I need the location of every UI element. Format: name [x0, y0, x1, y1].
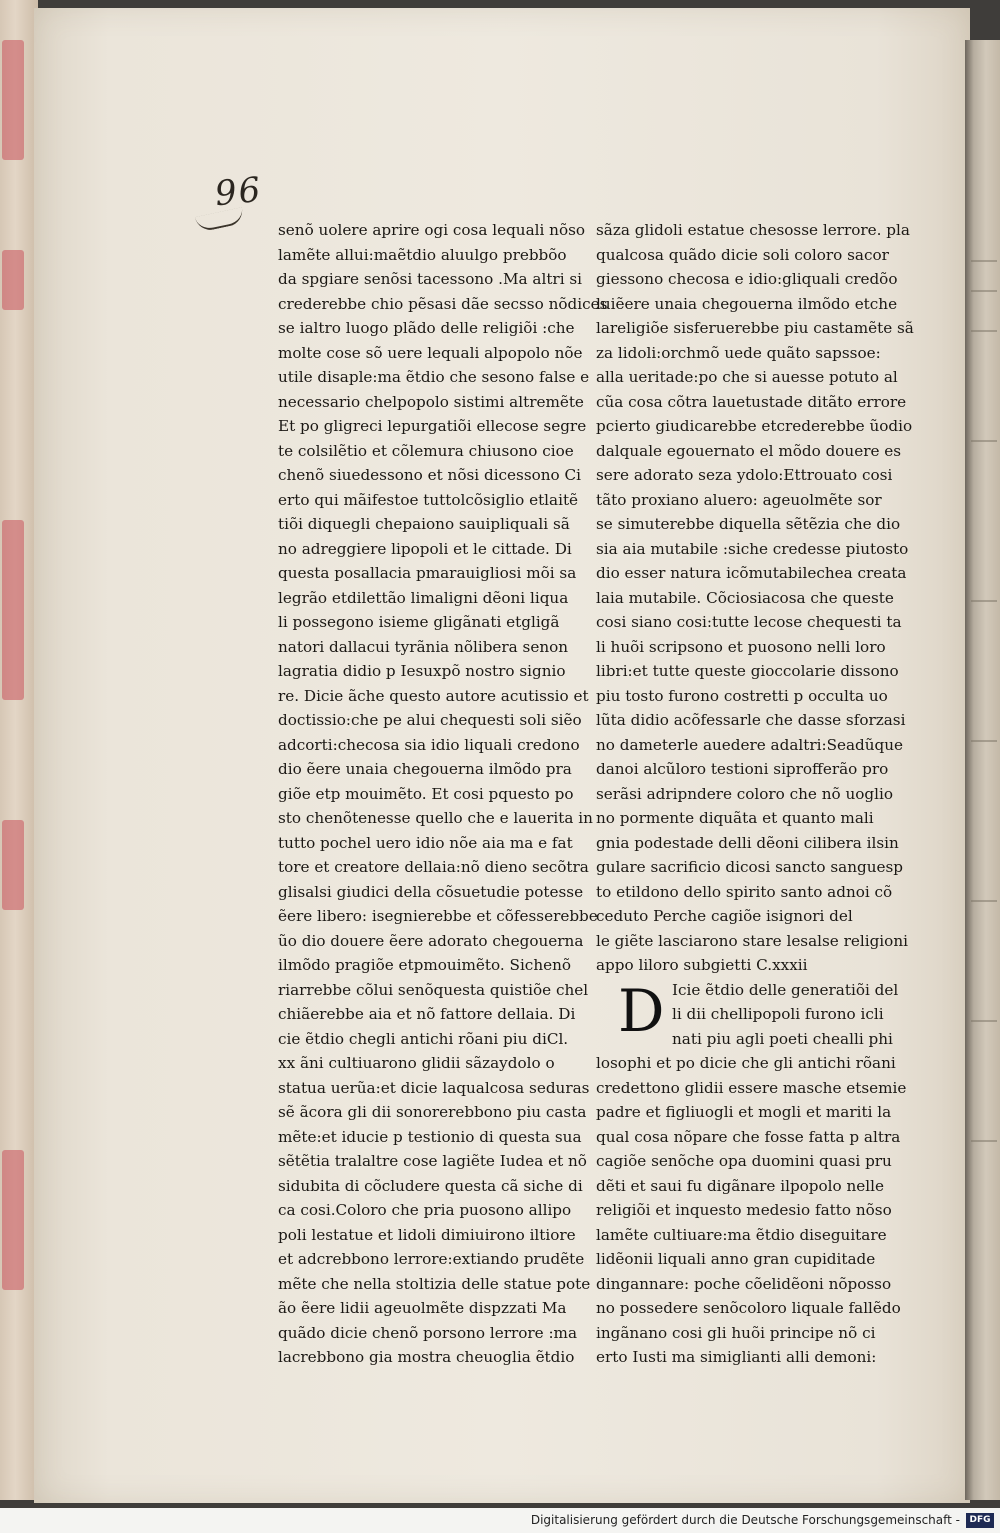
- text-line: mẽte che nella stoltizia delle statue pote: [278, 1274, 591, 1293]
- text-line: erto qui mãifestoe tuttolcõsiglio etlaitẽ: [278, 490, 579, 509]
- text-line: qualcosa quãdo dicie soli coloro sacor: [596, 245, 889, 264]
- text-line: legrão etdilettão limaligni dẽoni liqua: [278, 588, 569, 607]
- text-line: gnia podestade delli dẽoni cilibera ilsin: [596, 833, 899, 852]
- text-line: dalquale egouernato el mõdo douere es: [596, 441, 902, 460]
- text-line: za lidoli:orchmõ uede quãto sapssoe:: [596, 343, 881, 362]
- text-line: cũa cosa cõtra lauetustade ditãto errore: [596, 392, 907, 411]
- text-line: ũo dio douere ẽere adorato chegouerna: [278, 931, 584, 950]
- text-line: se simuterebbe diquella sẽtẽzia che dio: [596, 515, 901, 533]
- text-line: mẽte:et iducie p testionio di questa sua: [278, 1127, 582, 1146]
- text-line: ẽere libero: isegnierebbe et cõfesserebbe: [278, 907, 598, 925]
- text-line: alla ueritade:po che si auesse potuto al: [596, 368, 898, 386]
- folio-number: 96: [213, 169, 265, 215]
- text-line: dio ẽere unaia chegouerna ilmõdo pra: [278, 760, 572, 778]
- red-stain: [2, 1150, 24, 1290]
- text-line: adcorti:checosa sia idio liquali credono: [278, 735, 580, 754]
- dfg-logo: DFG: [966, 1513, 994, 1528]
- text-line: et adcrebbono lerrore:extiando prudẽte: [278, 1250, 585, 1268]
- text-line: serãsi adripndere coloro che nõ uoglio: [596, 784, 894, 803]
- text-line: laia mutabile. Cõciosiacosa che queste: [596, 588, 894, 607]
- text-line: lagratia didio p Iesuxpõ nostro signio: [278, 662, 566, 680]
- text-line: ca cosi.Coloro che pria puosono allipo: [278, 1201, 572, 1219]
- text-line: luiẽere unaia chegouerna ilmõdo etche: [596, 294, 898, 313]
- text-line: religiõi et inquesto medesio fatto nõso: [596, 1201, 892, 1219]
- chapter-text-line: Icie ẽtdio delle generatiõi del: [672, 980, 899, 999]
- left-page-edge: [0, 0, 38, 1500]
- text-line: glisalsi giudici della cõsuetudie potesse: [278, 882, 584, 901]
- text-line: li possegono isieme gligãnati etgligã: [278, 613, 560, 631]
- text-line: lũta didio acõfessarle che dasse sforzasi: [596, 711, 906, 729]
- text-line: sere adorato seza ydolo:Ettrouato cosi: [596, 466, 893, 484]
- text-line: erto Iusti ma simiglianti alli demoni:: [596, 1348, 877, 1366]
- text-line: sãza glidoli estatue chesosse lerrore. pla: [596, 221, 910, 239]
- right-column-bottom: [596, 1051, 907, 1370]
- text-line: lamẽte allui:maẽtdio aluulgo prebbõo: [278, 245, 567, 264]
- text-line: doctissio:che pe alui chequesti soli siẽo: [278, 711, 582, 729]
- text-line: piu tosto furono costretti p occulta uo: [596, 686, 888, 705]
- right-text-column: [596, 218, 914, 1370]
- text-line: qual cosa nõpare che fosse fatta p altra: [596, 1127, 901, 1146]
- text-line: giessono checosa e idio:gliquali credõo: [596, 270, 898, 288]
- text-line: tore et creatore dellaia:nõ dieno secõtra: [278, 858, 589, 876]
- text-line: necessario chelpopolo sistimi altremẽte: [278, 392, 584, 411]
- footer-bar: [0, 1508, 1000, 1533]
- text-line: dẽti et saui fu digãnare ilpopolo nelle: [596, 1176, 884, 1195]
- text-line: no possedere senõcoloro liquale fallẽdo: [596, 1299, 901, 1317]
- chapter-opening: [596, 976, 899, 1052]
- text-line: dio esser natura icõmutabilechea creata: [596, 564, 907, 582]
- text-line: crederebbe chio pẽsasi dãe secsso nõdices: [278, 294, 608, 313]
- text-line: to etildono dello spirito santo adnoi cõ: [596, 882, 893, 901]
- text-line: questa posallacia pmarauigliosi mõi sa: [278, 564, 577, 582]
- text-line: ão ẽere lidii ageuolmẽte dispzzati Ma: [278, 1299, 567, 1317]
- text-line: xx ãni cultiuarono glidii sãzaydolo o: [278, 1054, 555, 1072]
- red-stain: [2, 250, 24, 310]
- footer-credit: Digitalisierung gefördert durch die Deutsche Forschungsgemeinschaft -: [530, 1513, 960, 1527]
- right-facing-page-edge: [965, 40, 1000, 1500]
- text-line: appo liloro subgietti C.xxxii: [596, 956, 808, 974]
- text-line: tãto proxiano aluero: ageuolmẽte sor: [596, 490, 882, 509]
- text-line: natori dallacui tyrãnia nõlibera senon: [278, 637, 569, 656]
- text-line: tutto pochel uero idio nõe aia ma e fat: [278, 833, 573, 852]
- text-line: sto chenõtenesse quello che e lauerita in: [278, 809, 593, 827]
- chapter-text-line: li dii chellipopoli furono icli: [672, 1005, 884, 1023]
- text-line: cie ẽtdio chegli antichi rõani piu diCl.: [278, 1029, 569, 1048]
- text-line: credettono glidii essere masche etsemie: [596, 1078, 907, 1097]
- text-line: riarrebbe cõlui senõquesta quistiõe chel: [278, 980, 589, 999]
- text-line: quãdo dicie chenõ porsono lerrore :ma: [278, 1323, 578, 1342]
- text-line: le giẽte lasciarono stare lesalse religioni: [596, 931, 908, 950]
- text-line: pcierto giudicarebbe etcrederebbe ũodio: [596, 417, 913, 435]
- text-line: se ialtro luogo plãdo delle religiõi :che: [278, 319, 575, 337]
- text-line: dingannare: poche cõelidẽoni nõposso: [596, 1274, 892, 1293]
- text-line: Et po gligreci lepurgatiõi ellecose segre: [278, 417, 587, 435]
- text-line: ceduto Perche cagiõe isignori del: [596, 907, 853, 925]
- text-line: tiõi diquegli chepaiono sauipliquali sã: [278, 515, 570, 533]
- text-line: sia aia mutabile :siche credesse piutosto: [596, 539, 909, 558]
- left-text-column: [278, 218, 608, 1370]
- text-line: molte cose sõ uere lequali alpopolo nõe: [278, 343, 583, 362]
- text-line: senõ uolere aprire ogi cosa lequali nõso: [278, 221, 586, 239]
- text-line: utile disaple:ma ẽtdio che sesono false e: [278, 368, 590, 386]
- text-line: lareligiõe sisferuerebbe piu castamẽte sã: [596, 319, 914, 337]
- text-line: te colsilẽtio et cõlemura chiusono cioe: [278, 441, 574, 460]
- text-line: giõe etp mouimẽto. Et cosi pquesto po: [278, 784, 574, 803]
- text-line: no dameterle auedere adaltri:Seadũque: [596, 735, 904, 754]
- text-line: libri:et tutte queste gioccolarie dissono: [596, 662, 899, 680]
- text-line: gulare sacrificio dicosi sancto sanguesp: [596, 858, 903, 876]
- text-line: padre et figliuogli et mogli et mariti la: [596, 1103, 892, 1121]
- text-line: sẽtẽtia tralaltre cose lagiẽte Iudea et nõ: [278, 1152, 587, 1170]
- text-line: danoi alcũloro testioni siprofferão pro: [596, 760, 889, 778]
- red-stain: [2, 40, 24, 160]
- text-line: cagiõe senõche opa duomini quasi pru: [596, 1152, 892, 1170]
- text-line: ilmõdo pragiõe etpmouimẽto. Sichenõ: [278, 956, 572, 974]
- text-line: lidẽonii liquali anno gran cupiditade: [596, 1250, 876, 1268]
- drop-cap: D: [618, 976, 665, 1045]
- text-line: no pormente diquãta et quanto mali: [596, 809, 874, 827]
- text-line: chiãerebbe aia et nõ fattore dellaia. Di: [278, 1005, 576, 1023]
- red-stain: [2, 820, 24, 910]
- text-line: lamẽte cultiuare:ma ẽtdio diseguitare: [596, 1225, 887, 1244]
- text-line: poli lestatue et lidoli dimiuirono iltiore: [278, 1225, 576, 1244]
- text-line: cosi siano cosi:tutte lecose chequesti ta: [596, 613, 902, 631]
- text-line: li huõi scripsono et puosono nelli loro: [596, 637, 886, 656]
- text-line: statua uerũa:et dicie laqualcosa seduras: [278, 1078, 590, 1097]
- red-stain: [2, 520, 24, 700]
- text-line: no adreggiere lipopoli et le cittade. Di: [278, 539, 572, 558]
- text-line: sidubita di cõcludere questa cã siche di: [278, 1176, 583, 1195]
- text-line: sẽ ãcora gli dii sonorerebbono piu casta: [278, 1103, 587, 1121]
- text-line: lacrebbono gia mostra cheuoglia ẽtdio: [278, 1348, 575, 1366]
- text-line: da spgiare senõsi tacessono .Ma altri si: [278, 270, 583, 288]
- text-line: chenõ siuedessono et nõsi dicessono Ci: [278, 466, 582, 484]
- right-column-top: [596, 218, 914, 978]
- chapter-text-line: nati piu agli poeti chealli phi: [672, 1029, 893, 1048]
- text-line: ingãnano cosi gli huõi principe nõ ci: [596, 1323, 876, 1342]
- text-line: re. Dicie ãche questo autore acutissio et: [278, 686, 589, 705]
- text-line: losophi et po dicie che gli antichi rõani: [596, 1054, 896, 1072]
